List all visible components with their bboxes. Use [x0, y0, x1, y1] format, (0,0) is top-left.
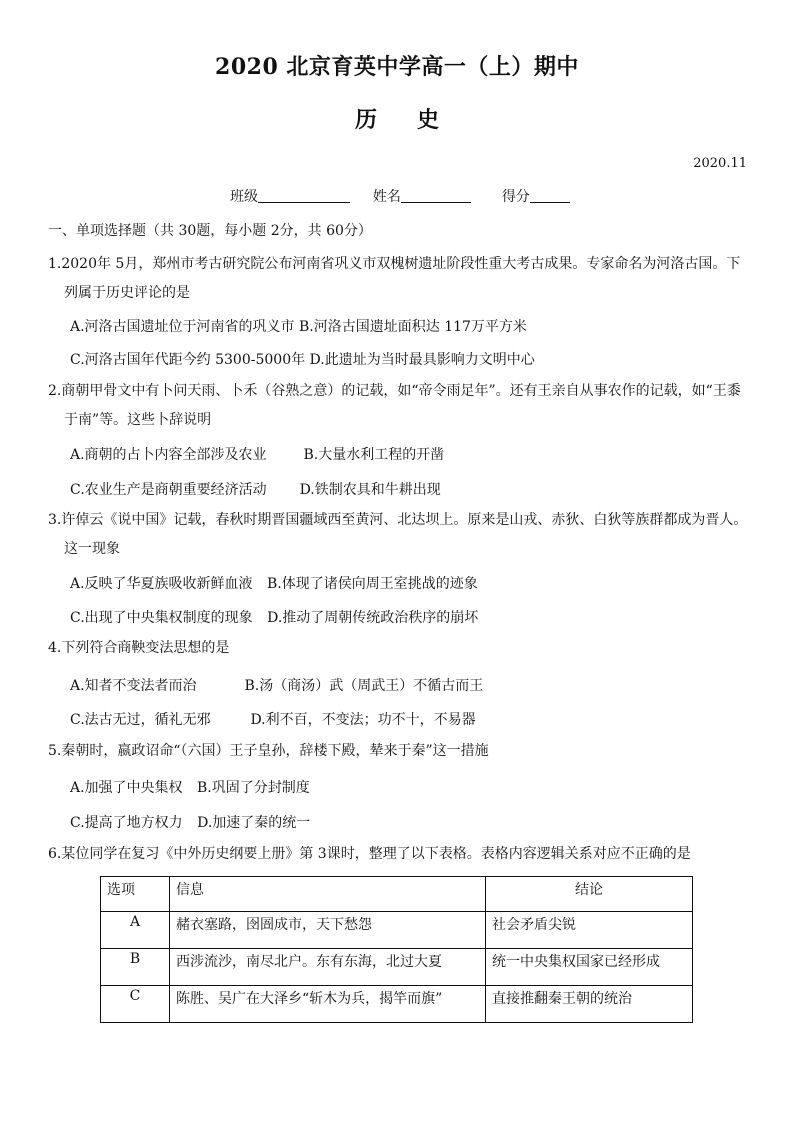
question-stem: 1.2020年 5月，郑州市考古研究院公布河南省巩义市双槐树遗址阶段性重大考古成果。专家命名为河洛古国。下 [48, 256, 741, 272]
option-line [70, 607, 488, 627]
table-header-row [101, 877, 693, 912]
question-2 [48, 377, 748, 435]
table-cell: A [101, 912, 170, 949]
option: B.大量水利工程的开凿 [303, 447, 445, 463]
question-3 [48, 506, 748, 564]
table-cell: 直接推翻秦王朝的统治 [486, 986, 693, 1023]
option-line [70, 316, 537, 336]
question-4 [48, 634, 748, 663]
table-cell: 西涉流沙，南尽北户。东有东海，北过大夏 [170, 949, 486, 986]
option: B.巩固了分封制度 [197, 780, 310, 796]
class-blank [258, 188, 350, 203]
option-line [70, 675, 493, 695]
question-stem: 2.商朝甲骨文中有卜问天雨、卜禾（谷熟之意）的记载，如“帝令雨足年”。还有王亲自从事农作的记载，如“王黍 [48, 383, 741, 399]
name-label: 姓名 [372, 189, 401, 205]
option: D.利不百，不变法；功不十，不易器 [250, 712, 476, 728]
review-table [100, 876, 693, 1023]
option: A.反映了华夏族吸收新鲜血液 [70, 576, 253, 592]
table-cell: 统一中央集权国家已经形成 [486, 949, 693, 986]
table-cell: 社会矛盾尖锐 [486, 912, 693, 949]
student-info-row [230, 186, 570, 206]
option: B.体现了诸侯向周王室挑战的迹象 [267, 576, 478, 592]
option: A.加强了中央集权 [70, 780, 183, 796]
exam-subject: 历史 [354, 107, 479, 133]
question-stem: 4.下列符合商鞅变法思想的是 [48, 640, 230, 656]
option-line [70, 349, 545, 369]
question-stem: 6.某位同学在复习《中外历史纲要上册》第 3课时，整理了以下表格。表格内容逻辑关系对应不正确的是 [48, 846, 691, 862]
table-cell: B [101, 949, 170, 986]
score-blank [530, 188, 570, 203]
name-blank [401, 188, 471, 203]
option: C.法古无过，循礼无邪 [70, 712, 211, 728]
question-stem: 3.许倬云《说中国》记载，春秋时期晋国疆域西至黄河、北达坝上。原来是山戎、赤狄、白狄等族群都成为晋人。 [48, 512, 748, 528]
exam-date: 2020.11 [693, 156, 747, 171]
option: A.河洛古国遗址位于河南省的巩义市 B.河洛古国遗址面积达 117万平方米 [70, 319, 527, 335]
table-row [101, 986, 693, 1023]
option: C.提高了地方权力 [70, 815, 183, 831]
class-label: 班级 [230, 189, 258, 205]
table-row [101, 949, 693, 986]
option: B.汤（商汤）武（周武王）不循古而王 [244, 678, 484, 694]
option: D.推动了周朝传统政治秩序的崩坏 [267, 610, 479, 626]
question-stem-cont: 列属于历史评论的是 [64, 285, 190, 301]
table-cell: 陈胜、吴广在大泽乡“斩木为兵，揭竿而旗” [170, 986, 486, 1023]
question-6 [48, 840, 748, 869]
table-header: 信息 [170, 877, 486, 912]
table-cell: C [101, 986, 170, 1023]
option: C.河洛古国年代距今约 5300-5000年 D.此遗址为当时最具影响力文明中心 [70, 352, 535, 368]
option-line [70, 444, 454, 464]
option: C.出现了中央集权制度的现象 [70, 610, 253, 626]
score-label: 得分 [501, 189, 530, 205]
option-line [70, 709, 486, 729]
option-line [70, 812, 320, 832]
exam-title: 2020 北京育英中学高一（上）期中 [215, 54, 579, 80]
option: A.商朝的占卜内容全部涉及农业 [70, 447, 267, 463]
question-stem-cont: 这一现象 [64, 541, 120, 557]
table-header: 选项 [101, 877, 170, 912]
option-line [70, 777, 320, 797]
question-stem-cont: 于南”等。这些卜辞说明 [64, 412, 212, 428]
option: A.知者不变法者而治 [70, 678, 197, 694]
question-5 [48, 737, 748, 766]
table-header: 结论 [486, 877, 693, 912]
question-1 [48, 250, 748, 308]
section-heading: 一、单项选择题（共 30题，每小题 2分，共 60分） [48, 223, 372, 239]
option: D.加速了秦的统一 [197, 815, 311, 831]
option-line [70, 479, 451, 499]
table-row [101, 912, 693, 949]
option-line [70, 573, 488, 593]
option: D.铁制农具和牛耕出现 [299, 482, 441, 498]
question-stem: 5.秦朝时，嬴政诏命“（六国）王子皇孙，辞楼下殿，辇来于秦”这一措施 [48, 743, 489, 759]
option: C.农业生产是商朝重要经济活动 [70, 482, 267, 498]
table-cell: 赭衣塞路，囹圄成市，天下愁怨 [170, 912, 486, 949]
